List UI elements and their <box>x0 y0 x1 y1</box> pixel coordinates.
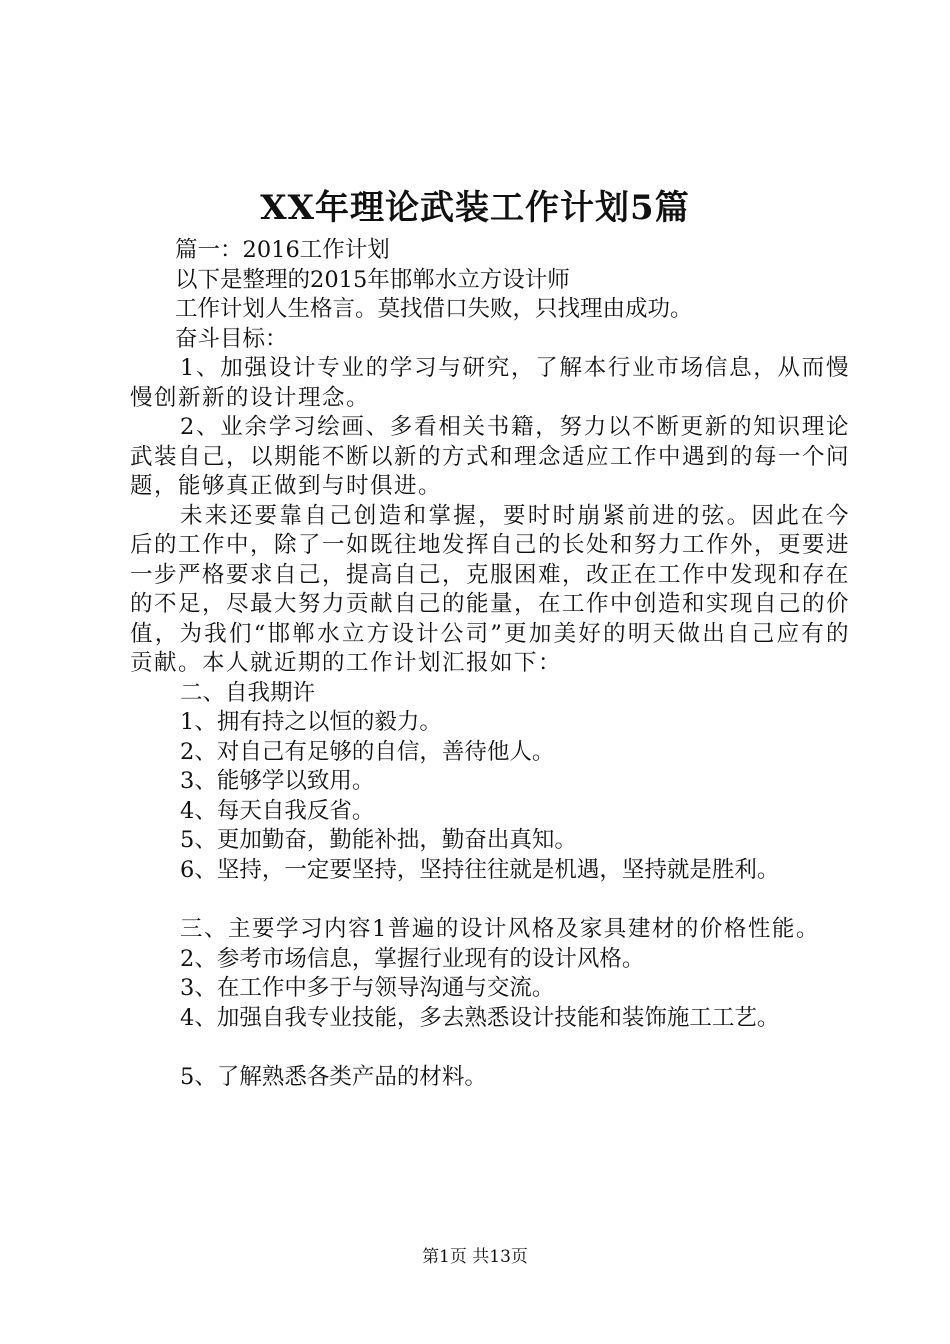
document-title: XX年理论武装工作计划5篇 <box>260 188 690 228</box>
paragraph: 1、加强设计专业的学习与研究，了解本行业市场信息，从而慢慢创新新的设计理念。 <box>130 355 850 411</box>
paragraph: 2、业余学习绘画、多看相关书籍，努力以不断更新的知识理论武装自己，以期能不断以新的方式和理念适应工作中遇到的每一个问题，能够真正做到与时俱进。 <box>130 414 851 499</box>
paragraph-line: 奋斗目标： <box>175 325 288 352</box>
paragraph-line: 以下是整理的2015年邯郸水立方设计师 <box>175 266 570 293</box>
section-heading: 三、主要学习内容1普遍的设计风格及家具建材的价格性能。 <box>180 916 820 942</box>
list-item: 2、参考市场信息，掌握行业现有的设计风格。 <box>180 945 645 972</box>
list-item: 3、在工作中多于与领导沟通与交流。 <box>180 975 555 1001</box>
paragraph: 未来还要靠自己创造和掌握，要时时崩紧前进的弦。因此在今后的工作中，除了一如既往地发挥自己的长处和努力工作外，更要进一步严格要求自己，提高自己，克服困难，改正在工作中发现和存在的不足，尽最大努力贡献自己的能量，在工作中创造和实现自己的价值，为我们“邯郸水立方设计公司”更加美好的明天做出自己应有的贡献。本人就近期的工作计划汇报如下： <box>130 502 851 676</box>
list-item: 2、对自己有足够的自信，善待他人。 <box>180 738 555 765</box>
paragraph-line: 篇一：2016工作计划 <box>175 237 390 263</box>
list-item: 6、坚持，一定要坚持，坚持往往就是机遇，坚持就是胜利。 <box>180 856 780 883</box>
section-heading: 二、自我期许 <box>180 679 316 706</box>
page-footer: 第1页 共13页 <box>422 1247 528 1267</box>
paragraph-line: 工作计划人生格言。莫找借口失败，只找理由成功。 <box>175 296 693 322</box>
list-item: 5、了解熟悉各类产品的材料。 <box>180 1064 487 1090</box>
list-item: 1、拥有持之以恒的毅力。 <box>180 709 442 735</box>
list-item: 4、每天自我反省。 <box>180 797 375 824</box>
list-item: 3、能够学以致用。 <box>180 768 375 794</box>
list-item: 4、加强自我专业技能，多去熟悉设计技能和装饰施工工艺。 <box>180 1004 780 1031</box>
list-item: 5、更加勤奋，勤能补拙，勤奋出真知。 <box>180 827 577 853</box>
document-body <box>130 236 850 1093</box>
